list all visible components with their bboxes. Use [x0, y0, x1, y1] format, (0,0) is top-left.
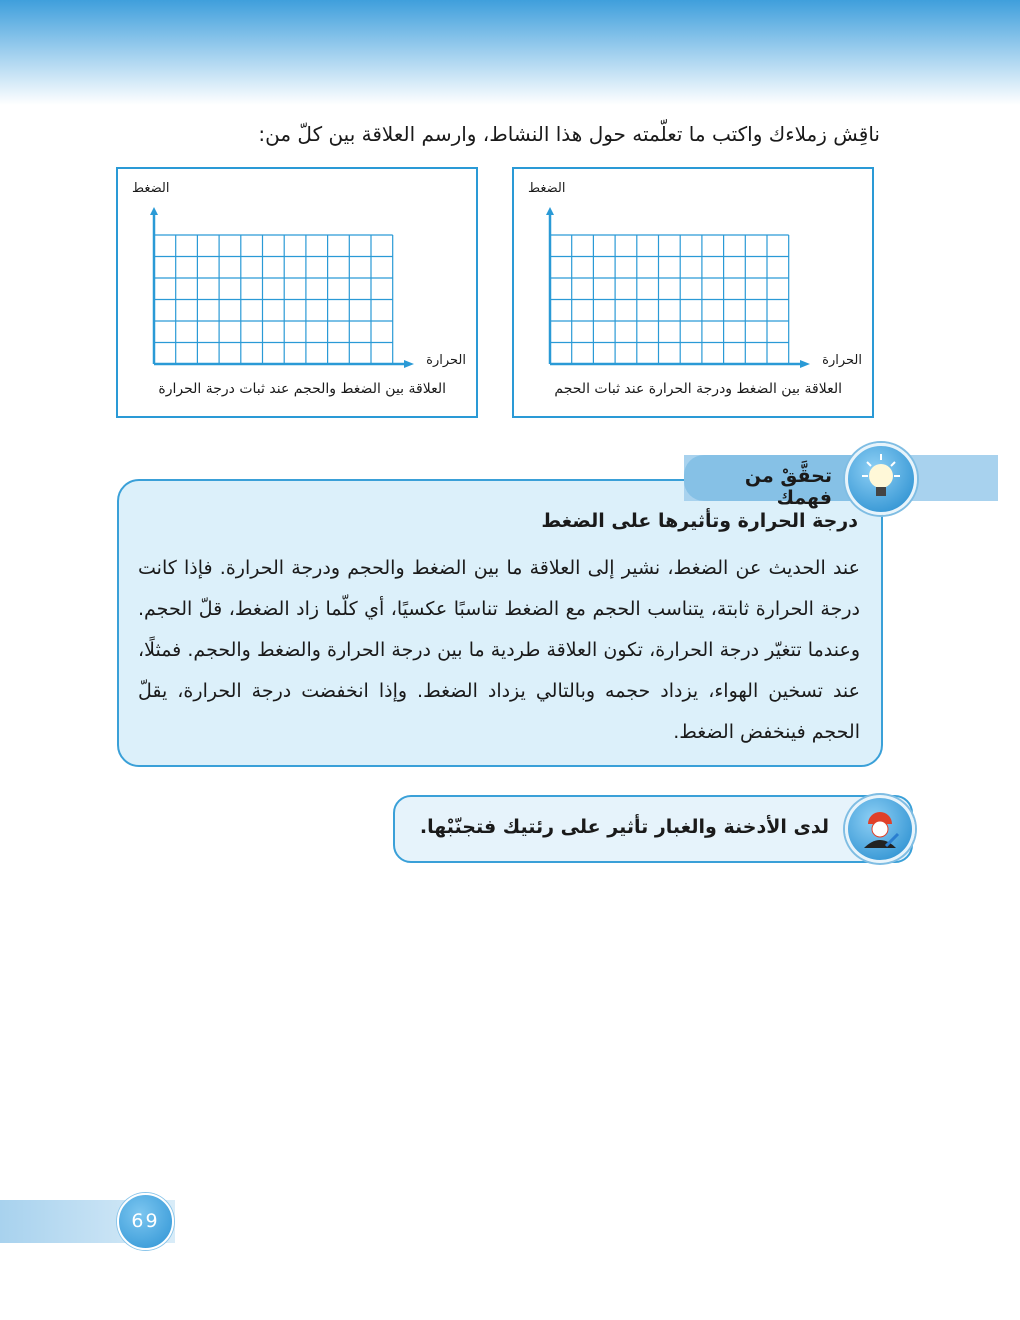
graph-caption: العلاقة بين الضغط ودرجة الحرارة عند ثبات الحجم: [554, 381, 842, 397]
empty-grid: [542, 205, 812, 375]
section-title: درجة الحرارة وتأثيرها على الضغط: [541, 510, 858, 532]
x-axis-label: الحرارة: [426, 353, 466, 368]
empty-grid: [146, 205, 416, 375]
header-band: [0, 0, 1020, 105]
worker-icon: [845, 795, 915, 863]
page-number: 69: [117, 1193, 174, 1250]
graph-caption: العلاقة بين الضغط والحجم عند ثبات درجة الحرارة: [158, 381, 446, 397]
safety-note: لدى الأدخنة والغبار تأثير على رئتيك فتجنّبْها.: [393, 795, 913, 863]
instruction-text: ناقِش زملاءك واكتب ما تعلّمته حول هذا النشاط، وارسم العلاقة بين كلّ من:: [258, 122, 880, 146]
lightbulb-icon: [845, 443, 917, 515]
y-axis-label: الضغط: [528, 181, 566, 196]
y-axis-label: الضغط: [132, 181, 170, 196]
x-axis-label: الحرارة: [822, 353, 862, 368]
graph-box-pressure-volume: [116, 167, 478, 418]
check-understanding-tab: تحقَّقْ من فهمك: [684, 455, 864, 501]
graph-box-pressure-temperature: [512, 167, 874, 418]
section-body: عند الحديث عن الضغط، نشير إلى العلاقة ما بين الضغط والحجم ودرجة الحرارة. فإذا كانت درجة الحرارة ثابتة، يتناسب الحجم مع الضغط تناسبًا عكسيًا، أي كلّما زاد الضغط، قلّ الحجم. وعندما تتغيّر درجة الحرارة، تكون العلاقة طردية ما بين درجة الحرارة والضغط والحجم. فمثلًا، عند تسخين الهواء، يزداد حجمه وبالتالي يزداد الضغط. وإذا انخفضت درجة الحرارة، يقلّ الحجم فينخفض الضغط.: [138, 557, 860, 743]
